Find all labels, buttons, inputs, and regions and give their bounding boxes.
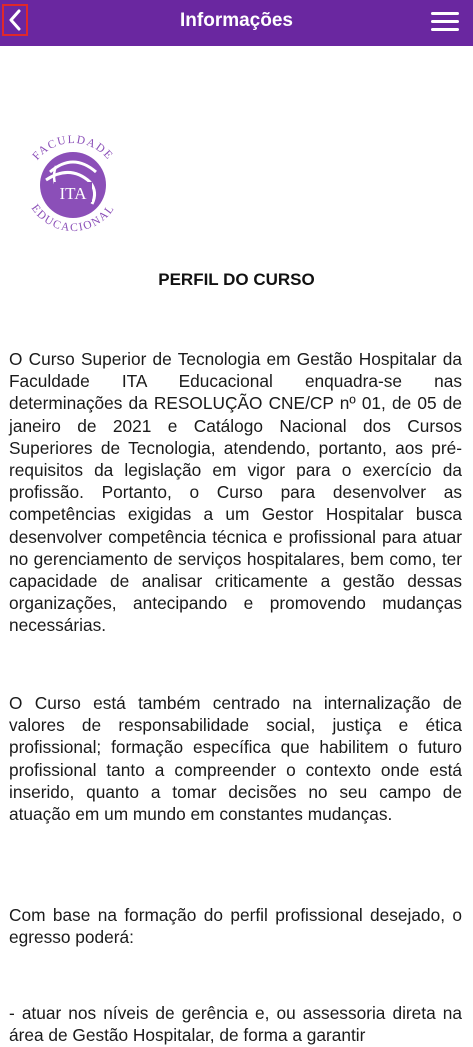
page-title: Informações: [180, 10, 293, 31]
app-header: [0, 0, 473, 46]
paragraph-graduate-item: - atuar nos níveis de gerência e, ou assessoria direta na área de Gestão Hospitalar, de forma a garantir: [9, 1003, 462, 1046]
menu-button[interactable]: [431, 12, 459, 34]
paragraph-course-profile: O Curso Superior de Tecnologia em Gestão Hospitalar da Faculdade ITA Educacional enquadra-se nas determinações da RESOLUÇÃO CNE/CP nº 01, de 05 de janeiro de 2021 e Catálogo Nacional dos Cursos Superiores de Tecnologia, atendendo, portanto, aos pré-requisitos da legislação em vigor para o exercício da profissão. Portanto, o Curso para desenvolver as competências exigidas a um Gestor Hospitalar busca desenvolver competência técnica e profissional para atuar no gerenciamento de serviços hospitalares, bem como, ter capacidade de analisar criticamente a gestão dessas organizações, antecipando e promovendo mudanças necessárias.: [9, 349, 462, 636]
svg-text:FACULDADE: FACULDADE: [30, 133, 116, 163]
faculty-logo: [10, 122, 136, 248]
hamburger-menu-icon: [431, 12, 459, 15]
svg-text:ITA: ITA: [59, 184, 87, 203]
svg-text:EDUCACIONAL: EDUCACIONAL: [28, 202, 118, 235]
section-heading: PERFIL DO CURSO: [158, 270, 315, 289]
paragraph-course-values: O Curso está também centrado na internalização de valores de responsabilidade social, justiça e ética profissional; formação específica que habilitem o futuro profissional tanto a compreender o contexto onde está inserido, quanto a tomar decisões no seu campo de atuação em um mundo em constantes mudanças.: [9, 693, 462, 825]
paragraph-graduate-intro: Com base na formação do perfil profissional desejado, o egresso poderá:: [9, 905, 462, 948]
